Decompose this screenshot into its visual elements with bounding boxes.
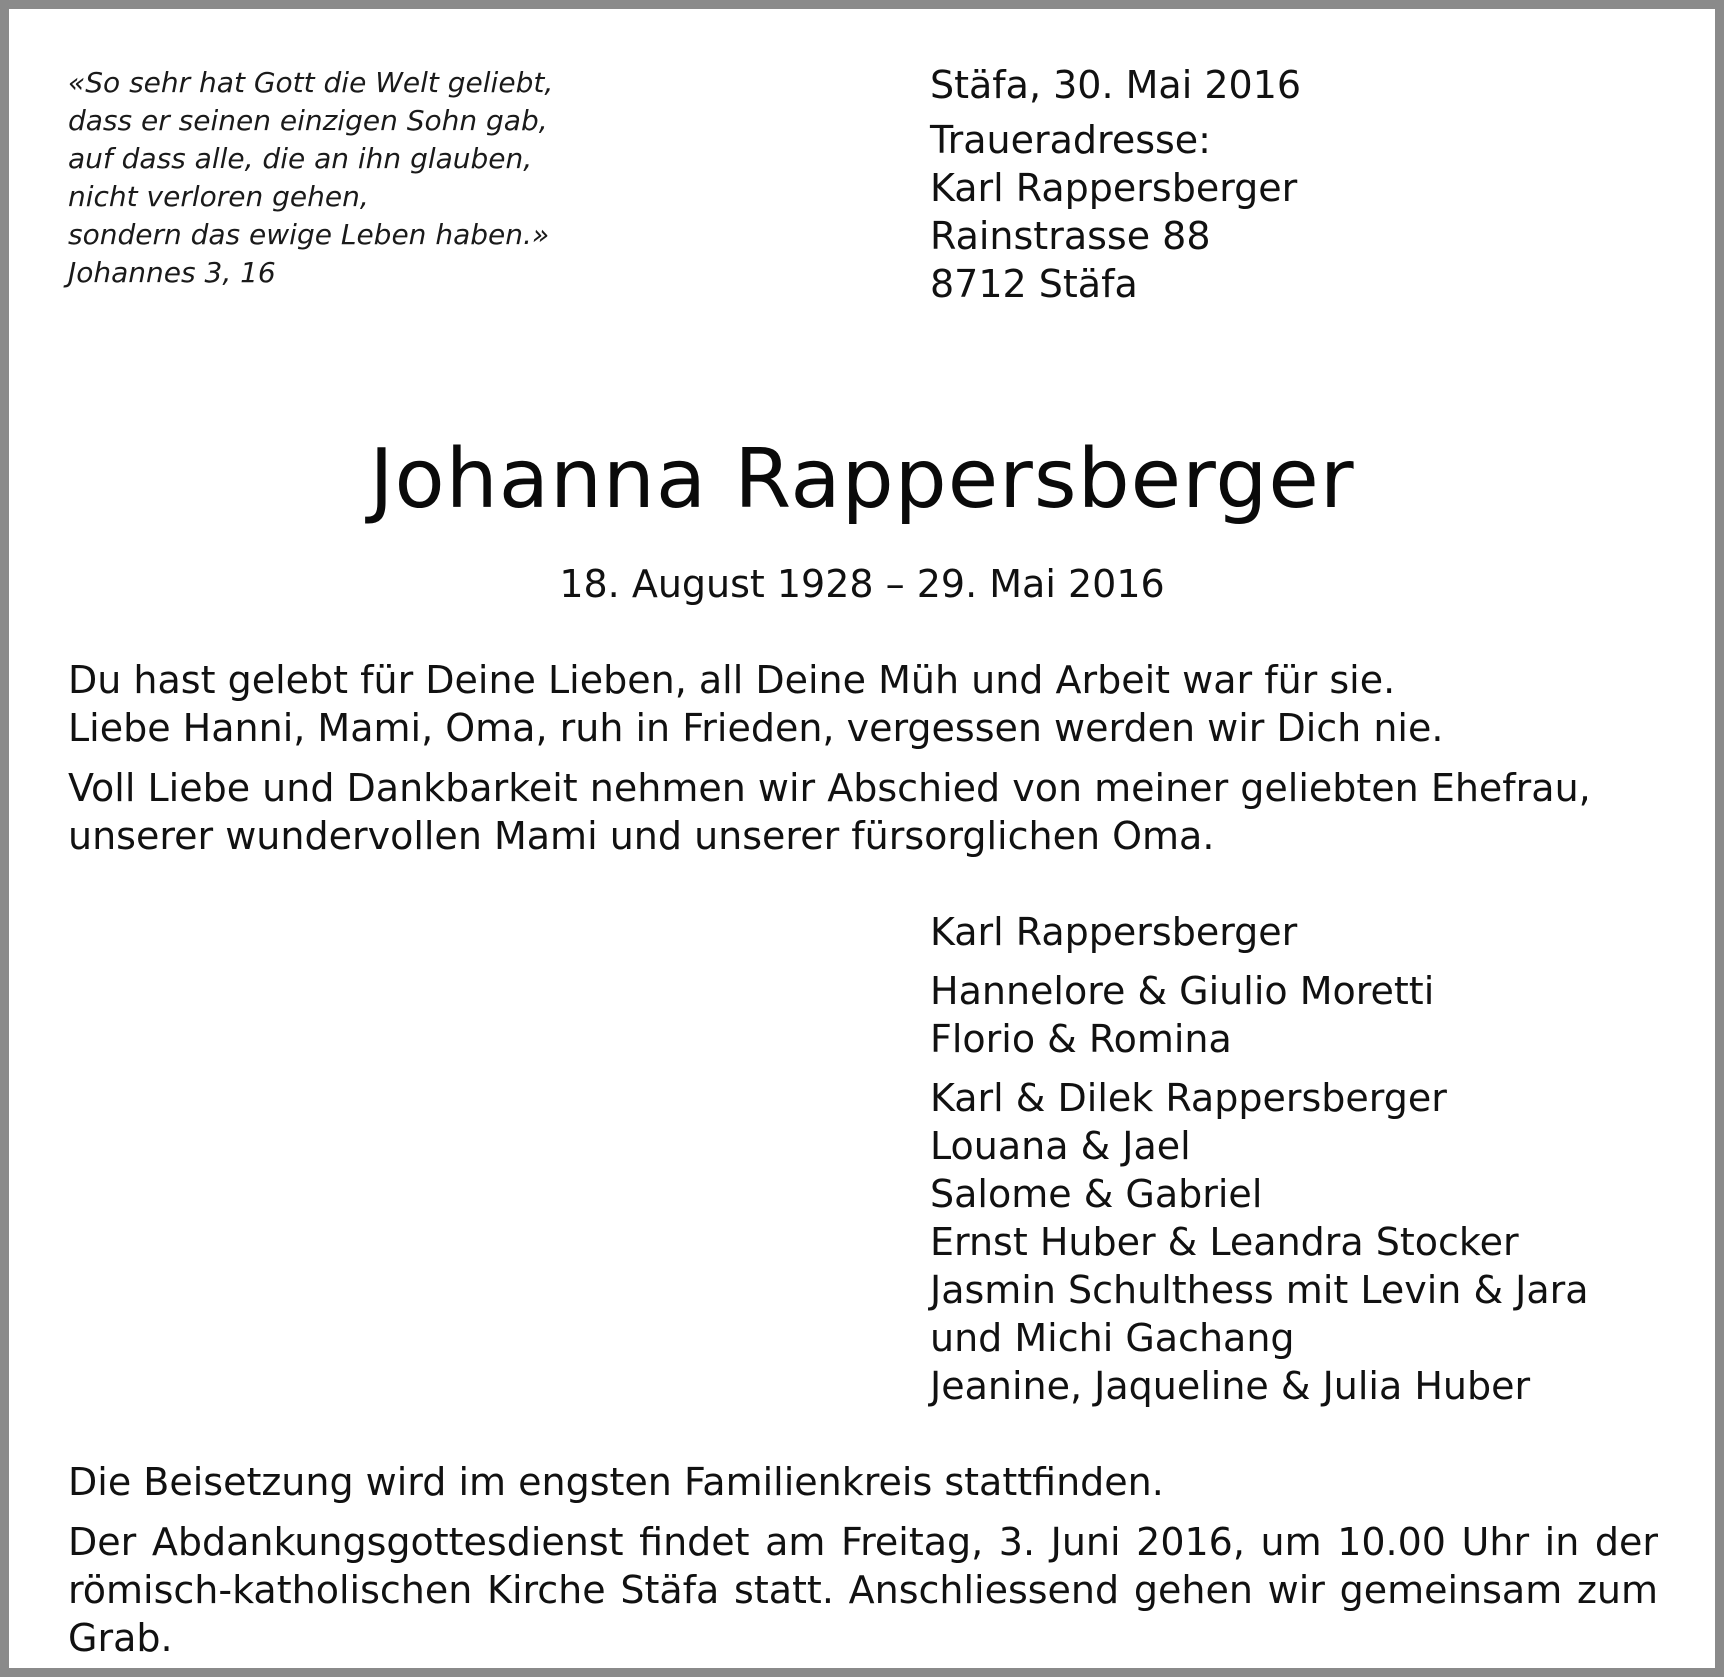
quote-reference: Johannes 3, 16 bbox=[68, 256, 276, 289]
burial-notice: Die Beisetzung wird im engsten Familienkreis stattfinden. bbox=[68, 1460, 1164, 1504]
verse-line: Du hast gelebt für Deine Lieben, all Deine Müh und Arbeit war für sie. bbox=[68, 658, 1396, 702]
memorial-verse bbox=[68, 656, 1443, 752]
deceased-name: Johanna Rappersberger bbox=[369, 432, 1355, 527]
mourner-name: Louana & Jael bbox=[930, 1124, 1191, 1168]
mourner-name: Jeanine, Jaqueline & Julia Huber bbox=[930, 1364, 1531, 1408]
address-line: Karl Rappersberger bbox=[930, 166, 1298, 210]
mourning-address bbox=[930, 116, 1301, 308]
quote-line: nicht verloren gehen, bbox=[68, 180, 369, 213]
address-label: Traueradresse: bbox=[930, 118, 1211, 162]
quote-line: sondern das ewige Leben haben.» bbox=[68, 218, 550, 251]
quote-line: auf dass alle, die an ihn glauben, bbox=[68, 142, 533, 175]
mourner-name: Salome & Gabriel bbox=[930, 1172, 1263, 1216]
mourner-name: und Michi Gachang bbox=[930, 1316, 1295, 1360]
mourner-group bbox=[930, 1074, 1589, 1410]
bible-quote bbox=[68, 64, 553, 292]
mourner-name: Ernst Huber & Leandra Stocker bbox=[930, 1220, 1519, 1264]
header-right bbox=[930, 60, 1301, 308]
verse-line: Liebe Hanni, Mami, Oma, ruh in Frieden, vergessen werden wir Dich nie. bbox=[68, 706, 1444, 750]
quote-line: dass er seinen einzigen Sohn gab, bbox=[68, 104, 548, 137]
lifespan: 18. August 1928 – 29. Mai 2016 bbox=[559, 562, 1165, 606]
address-line: 8712 Stäfa bbox=[930, 262, 1138, 306]
mourner-name: Karl & Dilek Rappersberger bbox=[930, 1076, 1447, 1120]
service-line: Der Abdankungsgottesdienst findet am Freitag, 3. Juni 2016, um 10.00 Uhr in der bbox=[68, 1520, 1658, 1564]
mourner-name: Florio & Romina bbox=[930, 1017, 1232, 1061]
mourner-name: Hannelore & Giulio Moretti bbox=[930, 969, 1435, 1013]
place-date: Stäfa, 30. Mai 2016 bbox=[930, 63, 1302, 107]
mourner-group bbox=[930, 967, 1589, 1063]
address-line: Rainstrasse 88 bbox=[930, 214, 1211, 258]
farewell-text: Voll Liebe und Dankbarkeit nehmen wir Abschied von meiner geliebten Ehefrau, unserer wundervollen Mami und unserer fürsorglichen Oma. bbox=[68, 766, 1591, 858]
mourner-name: Karl Rappersberger bbox=[930, 910, 1298, 954]
service-line: römisch-katholischen Kirche Stäfa statt. Anschliessend gehen wir gemeinsam zum Grab. bbox=[68, 1568, 1658, 1660]
mourners-list bbox=[930, 908, 1589, 1421]
mourner-name: Jasmin Schulthess mit Levin & Jara bbox=[930, 1268, 1589, 1312]
quote-line: «So sehr hat Gott die Welt geliebt, bbox=[68, 66, 554, 99]
service-notice bbox=[68, 1518, 1658, 1662]
mourner-group bbox=[930, 908, 1589, 956]
